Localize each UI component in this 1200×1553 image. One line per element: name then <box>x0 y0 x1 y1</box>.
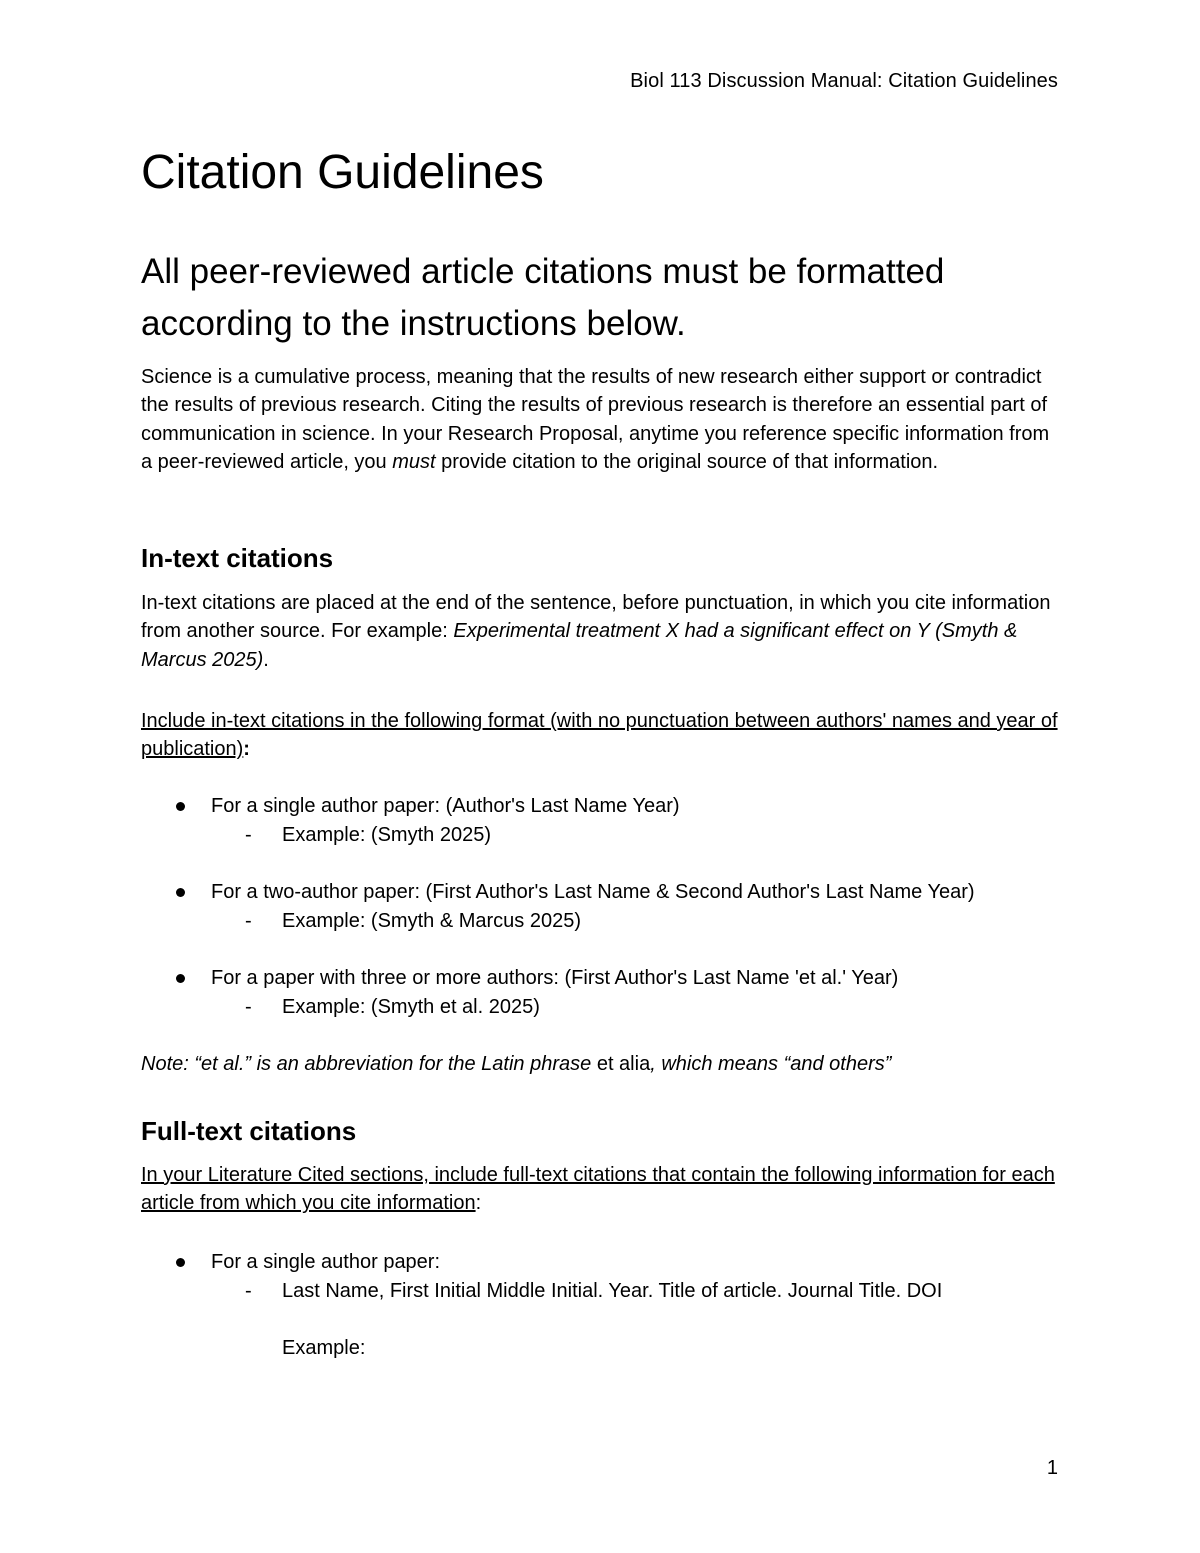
page-number: 1 <box>1046 1457 1058 1479</box>
list-subitem: Example: (Smyth & Marcus 2025) <box>282 910 581 932</box>
list-item: For a single author paper: <box>211 1251 441 1273</box>
fulltext-instruction-colon: : <box>475 1192 482 1215</box>
intext-paragraph <box>141 589 1061 674</box>
intext-example: Experimental treatment X had a significant effect on Y (Smyth & Marcus 2025) <box>141 620 1018 671</box>
list-item: For a two-author paper: (First Author's Last Name & Second Author's Last Name Year) <box>211 881 975 903</box>
subtitle: All peer-reviewed article citations must be formatted according to the instructions below. <box>141 252 945 343</box>
page-title: Citation Guidelines <box>141 146 544 199</box>
intro-paragraph <box>141 363 1061 477</box>
intext-end: . <box>263 648 269 671</box>
intext-text: In-text citations are placed at the end of the sentence, before punctuation, in which you cite information from another source. For example: <box>141 592 1051 643</box>
intext-instruction-colon: : <box>243 738 250 761</box>
dash-icon: - <box>245 996 252 1018</box>
bullet-icon <box>176 802 185 811</box>
fulltext-heading: Full-text citations <box>141 1116 357 1146</box>
bullet-icon <box>176 888 185 897</box>
note <box>141 1050 1061 1078</box>
fulltext-instruction-text: In your Literature Cited sections, include full-text citations that contain the following information for each article from which you cite information <box>141 1164 1055 1215</box>
note-latin: et alia <box>591 1053 651 1075</box>
list-item: For a paper with three or more authors: (First Author's Last Name 'et al.' Year) <box>211 967 899 989</box>
note-text-1: Note: “et al.” is an abbreviation for the Latin phrase <box>141 1053 592 1075</box>
intro-text-2: provide citation to the original source of that information. <box>435 451 939 474</box>
fulltext-instruction <box>141 1161 1061 1218</box>
intro-emphasis: must <box>392 451 436 474</box>
dash-icon: - <box>245 1280 252 1302</box>
bullet-icon <box>176 974 185 983</box>
dash-icon: - <box>245 910 252 932</box>
example-label: Example: <box>282 1337 366 1359</box>
intext-heading: In-text citations <box>141 543 334 573</box>
running-header: Biol 113 Discussion Manual: Citation Guidelines <box>630 70 1058 92</box>
bullet-icon <box>176 1258 185 1267</box>
list-subitem: Example: (Smyth 2025) <box>282 824 491 846</box>
note-text-2: , which means “and others” <box>650 1053 892 1075</box>
intro-text-1: Science is a cumulative process, meaning that the results of new research either support or contradict the results of previous research. Citing the results of previous research is therefore an essential part of communication in science. In your Research Proposal, anytime you reference specific information from a peer-reviewed article, you <box>141 366 1050 474</box>
list-subitem: Last Name, First Initial Middle Initial. Year. Title of article. Journal Title. DOI <box>282 1280 943 1302</box>
list-item: For a single author paper: (Author's Last Name Year) <box>211 795 680 817</box>
intext-instruction <box>141 707 1061 764</box>
intext-instruction-text: Include in-text citations in the following format (with no punctuation between authors' names and year of publication) <box>141 710 1058 761</box>
list-subitem: Example: (Smyth et al. 2025) <box>282 996 540 1018</box>
dash-icon: - <box>245 824 252 846</box>
